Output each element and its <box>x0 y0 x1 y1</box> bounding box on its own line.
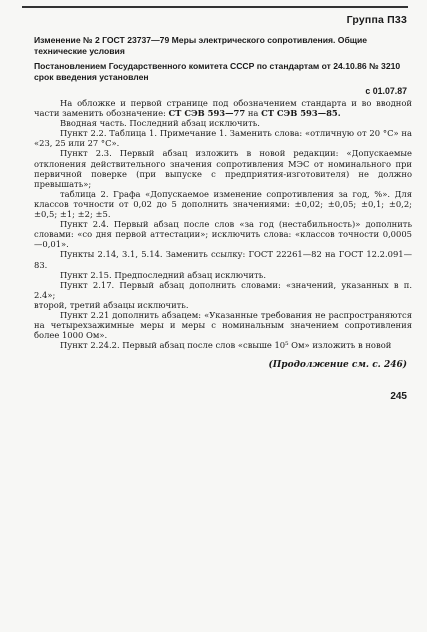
page-number: 245 <box>390 391 407 402</box>
paragraph: На обложке и первой странице под обозначением стандарта и во вводной части заменить обозначение: СТ СЭВ 593—77 на СТ СЭВ 593—85. <box>34 98 412 119</box>
effective-date: с 01.07.87 <box>365 86 407 96</box>
document-title: Изменение № 2 ГОСТ 23737—79 Меры электрического сопротивления. Общие технические условия <box>34 35 368 56</box>
document-body <box>34 98 412 350</box>
paragraph: Пункт 2.24.2. Первый абзац после слов «свыше 10⁵ Ом» изложить в новой <box>60 340 392 351</box>
paragraph: Пункт 2.21 дополнить абзацем: «Указанные требования не распространяются на четырехзажимные меры и меры с номинальным значением сопротивления более 1000 Ом». <box>34 309 412 341</box>
paragraph: Вводная часть. Последний абзац исключить. <box>60 118 260 129</box>
paragraph: Пункт 2.4. Первый абзац после слов «за год (нестабильность)» дополнить словами: «со дня первой аттестации»; исключить слова: «классов точности 0,0005—0,01». <box>34 219 412 250</box>
top-rule <box>22 6 408 8</box>
paragraph: таблица 2. Графа «Допускаемое изменение сопротивления за год, %». Для классов точности от 0,02 до 5 дополнить значениями: ±0,02; ±0,05; ±0,1; ±0,2; ±0,5; ±1; ±2; ±5. <box>34 188 412 220</box>
paragraph: Пункт 2.3. Первый абзац изложить в новой редакции: «Допускаемые отклонения действительного значения сопротивления МЭС от номинального при первичной поверке (при выпуске с предприятия-изготовителя) не должно превышать»; <box>34 148 412 189</box>
paragraph: Пункт 2.17. Первый абзац дополнить словами: «значений, указанных в п. 2.4»; <box>34 279 412 300</box>
continuation-note: (Продолжение см. с. 246) <box>268 360 407 370</box>
paragraph: Пункты 2.14, 3.1, 5.14. Заменить ссылку: ГОСТ 22261—82 на ГОСТ 12.2.091—83. <box>34 249 412 270</box>
decree-line: Постановлением Государственного комитета СССР по стандартам от 24.10.86 № 3210 срок введения установлен <box>34 61 401 82</box>
paragraph: второй, третий абзацы исключить. <box>34 299 189 310</box>
group-label: Группа П33 <box>346 14 407 26</box>
paragraph: Пункт 2.2. Таблица 1. Примечание 1. Заменить слова: «отличную от 20 °С» на «23, 25 или 27 °С». <box>34 128 412 149</box>
paragraph: Пункт 2.15. Предпоследний абзац исключить. <box>60 269 266 280</box>
